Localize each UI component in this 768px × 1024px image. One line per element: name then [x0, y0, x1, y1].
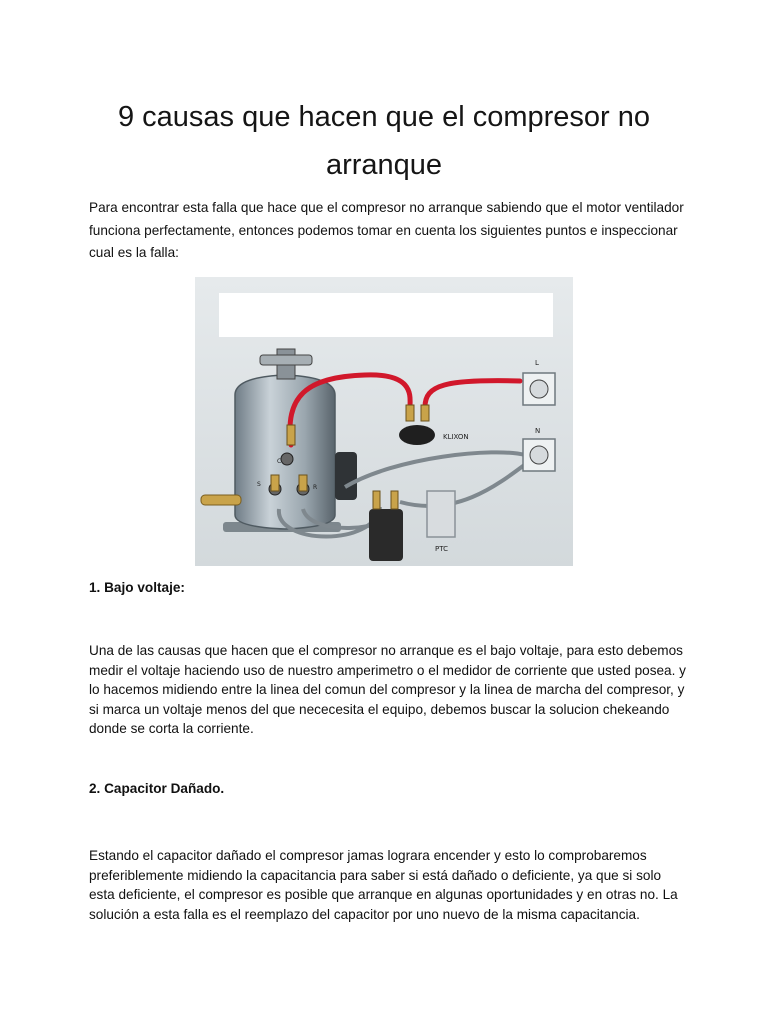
section-body-1: Una de las causas que hacen que el compresor no arranque es el bajo voltaje, para esto debemos medir el voltaje haciendo uso de nuestro amperimetro o el medidor de corriente que usted posea. y lo hacemos midiendo entre la linea del comun del compresor y la linea de marcha del compresor, y si marca un voltaje menos del que nececesita el equipo, debemos buscar la solucion chekeando donde se corta la corriente. — [89, 643, 686, 736]
terminal-cover — [335, 452, 357, 500]
compressor-tank — [235, 375, 335, 529]
klixon-label: KLIXON — [443, 433, 469, 441]
label-c: C — [277, 458, 282, 465]
section-heading-2: 2. Capacitor Dañado. — [89, 781, 225, 796]
section-body-2: Estando el capacitor dañado el compresor jamas lograra encender y esto lo comprobaremos preferiblemente midiendo la capacitancia para saber si está dañado o deficiente, ya que si solo esta deficiente, el compresor es posible que arranque en algunas oportunidades y en otras no. La solución a esta falla es el reemplazo del capacitor por uno nuevo de la misma capacitancia. — [89, 848, 678, 922]
page-title: 9 causas que hacen que el compresor no arranque — [117, 101, 650, 181]
terminal-c — [281, 453, 293, 465]
ptc-label: PTC — [435, 545, 448, 553]
compressor-diagram — [195, 277, 573, 566]
label-r: R — [313, 484, 318, 491]
diagram-caption-box — [219, 293, 553, 337]
suction-tube — [201, 495, 241, 505]
compressor-wiring-figure — [195, 277, 573, 566]
label-s: S — [257, 481, 261, 488]
section-heading-1: 1. Bajo voltaje: — [89, 580, 185, 595]
intro-paragraph: Para encontrar esta falla que hace que el compresor no arranque sabiendo que el motor ventilador funciona perfectamente, entonces podemos tomar en cuenta los siguientes puntos e inspeccionar cual es la falla: — [89, 200, 684, 260]
capacitor — [369, 509, 403, 561]
ptc-relay — [427, 491, 455, 537]
label-line: L — [535, 359, 539, 367]
label-neutral: N — [535, 427, 541, 435]
klixon-overload — [399, 425, 435, 445]
